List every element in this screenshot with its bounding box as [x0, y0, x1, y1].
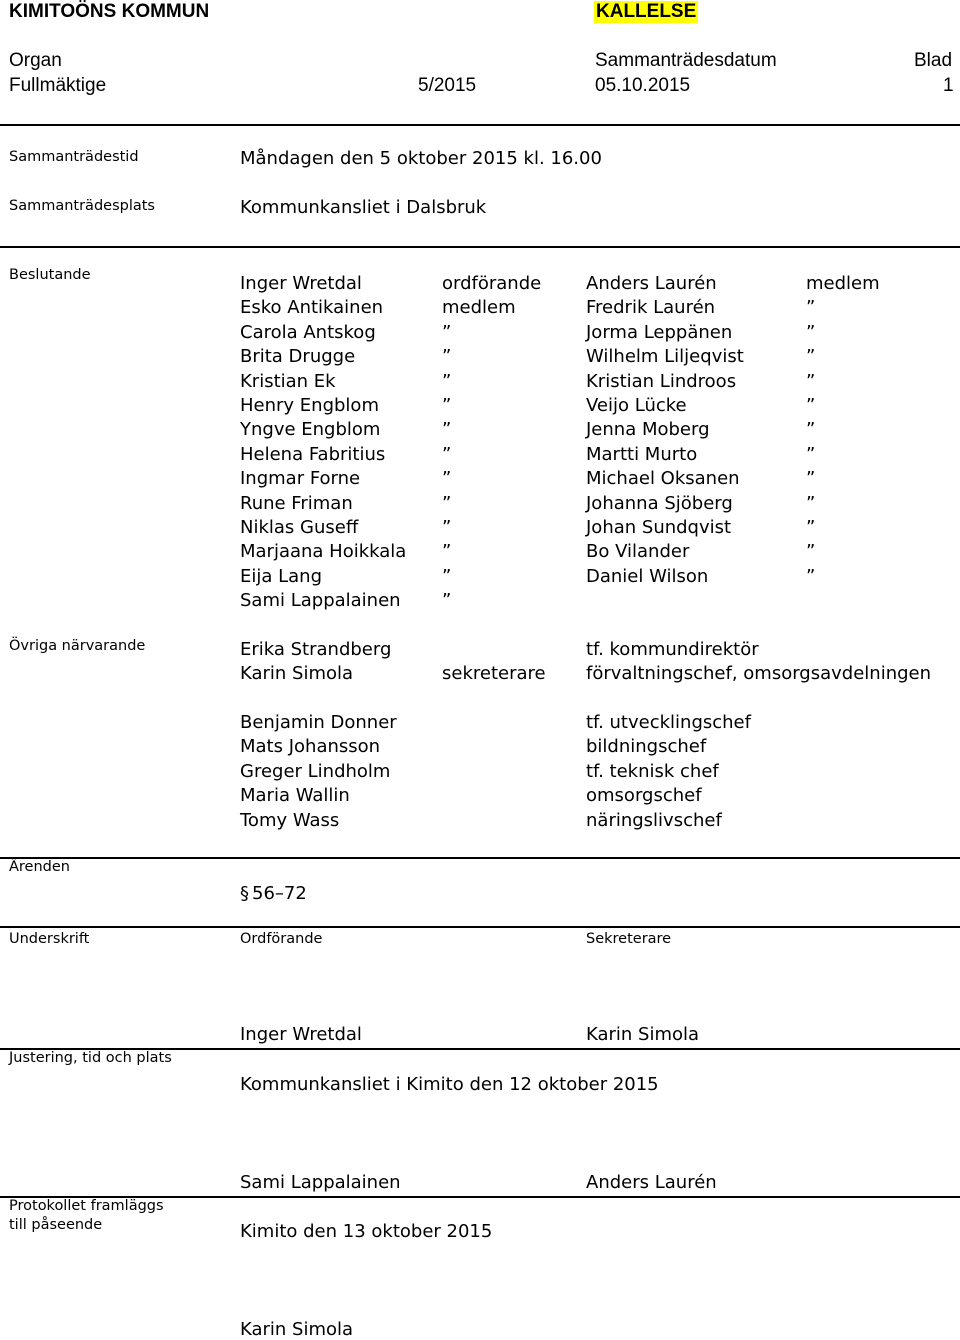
member-role: ”	[442, 322, 452, 343]
arenden-range: 56–72	[252, 883, 307, 904]
member-role: ordförande	[442, 273, 542, 294]
page-number: 1	[943, 75, 954, 96]
justering-signer-2: Anders Laurén	[586, 1172, 717, 1193]
protokollet-signer: Karin Simola	[240, 1319, 354, 1340]
meeting-place: Kommunkansliet i Dalsbruk	[240, 197, 487, 218]
divider	[0, 124, 960, 126]
protokollet-label-line-1: Protokollet framläggs	[9, 1198, 164, 1214]
member-name: Esko Antikainen	[240, 297, 384, 318]
ovriga-label: Övriga närvarande	[9, 638, 146, 654]
attendee-name: Greger Lindholm	[240, 761, 391, 782]
organ-label: Organ	[9, 50, 62, 71]
divider	[0, 857, 960, 859]
justering-signer-1: Sami Lappalainen	[240, 1172, 401, 1193]
paragraph-symbol: §	[240, 883, 249, 904]
member-name: Marjaana Hoikkala	[240, 541, 407, 562]
attendee-title: näringslivschef	[586, 810, 722, 831]
member-role: ”	[806, 322, 816, 343]
organ-value: Fullmäktige	[9, 75, 107, 96]
member-role: ”	[806, 444, 816, 465]
member-role: ”	[806, 541, 816, 562]
municipality-name: KIMITOÖNS KOMMUN	[9, 1, 210, 22]
member-name: Yngve Engblom	[240, 419, 381, 440]
member-role: ”	[806, 395, 816, 416]
attendee-title: omsorgschef	[586, 785, 702, 806]
member-role: ”	[806, 419, 816, 440]
member-role: ”	[442, 468, 452, 489]
beslutande-label: Beslutande	[9, 267, 91, 283]
meeting-date: 05.10.2015	[595, 75, 691, 96]
page-label: Blad	[914, 50, 953, 71]
member-role: ”	[442, 444, 452, 465]
arenden-label: Ärenden	[9, 859, 70, 875]
justering-label: Justering, tid och plats	[9, 1050, 172, 1066]
member-role: ”	[442, 346, 452, 367]
member-name: Brita Drugge	[240, 346, 356, 367]
attendee-title: tf. kommundirektör	[586, 639, 759, 660]
divider	[0, 246, 960, 248]
member-name: Helena Fabritius	[240, 444, 386, 465]
member-name: Inger Wretdal	[240, 273, 362, 294]
member-name: Jorma Leppänen	[586, 322, 733, 343]
chair-label: Ordförande	[240, 931, 323, 947]
attendee-name: Tomy Wass	[240, 810, 340, 831]
attendee-title: bildningschef	[586, 736, 707, 757]
justering-text: Kommunkansliet i Kimito den 12 oktober 2015	[240, 1074, 659, 1095]
attendee-name: Erika Strandberg	[240, 639, 392, 660]
member-name: Carola Antskog	[240, 322, 376, 343]
member-role: ”	[806, 517, 816, 538]
meeting-time-label: Sammanträdestid	[9, 149, 139, 165]
chair-name: Inger Wretdal	[240, 1024, 362, 1045]
member-role: ”	[806, 566, 816, 587]
underskrift-label: Underskrift	[9, 931, 90, 947]
member-role: ”	[442, 371, 452, 392]
member-name: Daniel Wilson	[586, 566, 709, 587]
attendee-name: Karin Simola	[240, 663, 354, 684]
attendee-title: förvaltningschef, omsorgsavdelningen	[586, 663, 932, 684]
secretary-name: Karin Simola	[586, 1024, 700, 1045]
attendee-name: Maria Wallin	[240, 785, 350, 806]
member-role: medlem	[806, 273, 880, 294]
member-name: Wilhelm Liljeqvist	[586, 346, 744, 367]
attendee-title: tf. utvecklingschef	[586, 712, 751, 733]
member-name: Kristian Ek	[240, 371, 336, 392]
member-role: ”	[442, 419, 452, 440]
member-role: ”	[806, 297, 816, 318]
document-type: KALLELSE	[596, 1, 697, 22]
protokollet-label-line-2: till påseende	[9, 1217, 103, 1233]
member-name: Anders Laurén	[586, 273, 717, 294]
member-name: Bo Vilander	[586, 541, 690, 562]
member-role: ”	[442, 566, 452, 587]
member-name: Ingmar Forne	[240, 468, 361, 489]
attendee-role: sekreterare	[442, 663, 546, 684]
member-name: Niklas Guseff	[240, 517, 359, 538]
secretary-label: Sekreterare	[586, 931, 672, 947]
attendee-title: tf. teknisk chef	[586, 761, 719, 782]
attendee-name: Mats Johansson	[240, 736, 381, 757]
member-name: Johan Sundqvist	[586, 517, 732, 538]
member-name: Veijo Lücke	[586, 395, 687, 416]
member-name: Kristian Lindroos	[586, 371, 737, 392]
member-name: Rune Friman	[240, 493, 353, 514]
member-role: ”	[442, 541, 452, 562]
member-role: ”	[806, 493, 816, 514]
meeting-number: 5/2015	[418, 75, 477, 96]
member-name: Michael Oksanen	[586, 468, 740, 489]
member-role: ”	[806, 371, 816, 392]
member-role: ”	[442, 395, 452, 416]
protokollet-text: Kimito den 13 oktober 2015	[240, 1221, 493, 1242]
member-name: Sami Lappalainen	[240, 590, 401, 611]
member-role: medlem	[442, 297, 516, 318]
divider	[0, 926, 960, 928]
member-name: Johanna Sjöberg	[586, 493, 733, 514]
meeting-place-label: Sammanträdesplats	[9, 198, 155, 214]
member-name: Fredrik Laurén	[586, 297, 716, 318]
member-name: Jenna Moberg	[586, 419, 710, 440]
member-name: Martti Murto	[586, 444, 698, 465]
date-label: Sammanträdesdatum	[595, 50, 777, 71]
member-name: Henry Engblom	[240, 395, 379, 416]
member-role: ”	[806, 346, 816, 367]
member-role: ”	[806, 468, 816, 489]
member-role: ”	[442, 493, 452, 514]
meeting-time: Måndagen den 5 oktober 2015 kl. 16.00	[240, 148, 602, 169]
attendee-name: Benjamin Donner	[240, 712, 397, 733]
member-name: Eija Lang	[240, 566, 323, 587]
member-role: ”	[442, 517, 452, 538]
member-role: ”	[442, 590, 452, 611]
